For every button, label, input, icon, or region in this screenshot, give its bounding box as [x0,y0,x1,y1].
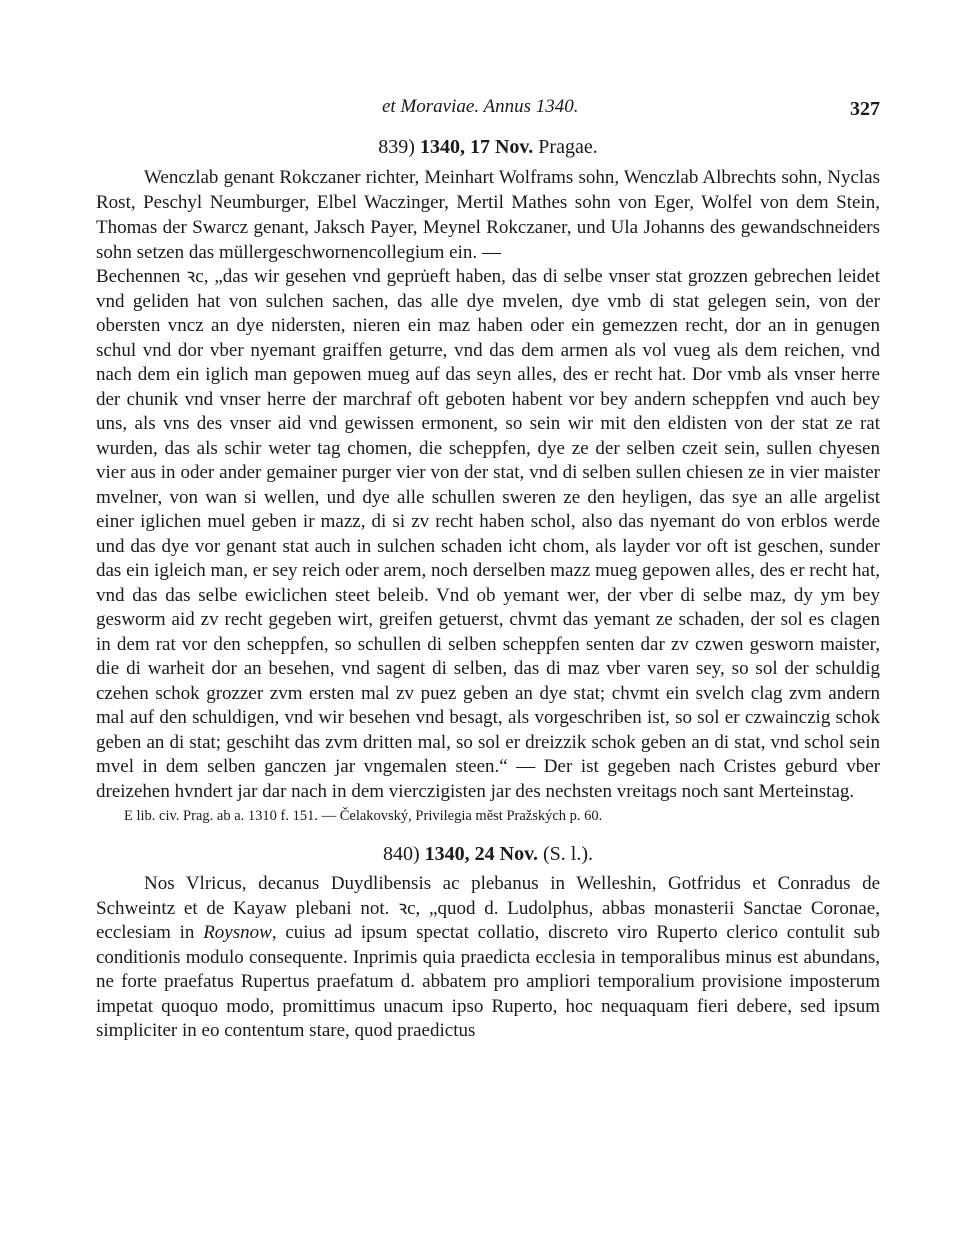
running-head [96,92,880,126]
charter-text-part: , cuius ad ipsum spectat collatio, discreto viro Ruperto clerico contulit sub conditionis modulo consequente. Inprimis quia praedicta ecclesia in temporalibus minus est abundans, ne forte praefatus Rupertus praefatum d. abbatem pro ampliori temporalium provisione imposterum impetat quoquo modo, promittimus unacum ipso Ruperto, hoc nequaquam fieri debere, sed ipsum simpliciter in eo contentum stare, quod praedictus [96,922,880,1041]
entry-heading [96,843,880,866]
charter-text: Bechennen ꝛc, „das wir gesehen vnd gepru̇eft haben, das di selbe vnser stat grozzen gebrechen leidet vnd geliden hat von sulchen sachen, das alle dye mvelen, dye vmb di stat gelegen sein, von der obersten vncz an dye nidersten, nieren ein maz haben oder ein gemezzen recht, dor an in genugen schul vnd dor vber nyemant graiffen geturre, vnd das dem armen als vol vueg als dem reichen, vnd nach dem ein iglich man gepowen mueg auf das seyn alles, des er recht hat. Dor vmb als vnser herre der chunik vnd vnser herre der marchraf oft geboten habent vor bey andern scheppfen vnd auch bey uns, als vns des vnser aid vnd gewissen ermonent, so sein wir mit den eldisten von der stat ze rat wurden, das als schir weter tag chomen, die scheppfen, dye ze der selben czeit sein, sullen chyesen vier aus in oder ander gemainer purger vier von der stat, vnd di selben sullen chiesen ze in vier maister mvelner, von wan si wellen, und dye alle schullen sweren ze den heyligen, das sye an alle argelist einer iglichen muel geben ir mazz, di si zv recht haben schol, also das nyemant do von erblos werde und das dye vor genant stat auch in sulchen schaden icht chom, als layder vor oft ist geschen, sunder das ein igleich man, er sey reich oder arem, noch derselben mazz mueg gepowen alles, des er recht hat, vnd das das selbe ewiclichen steet beleib. Vnd ob yemant wer, der vber di selbe maz, dy ym bey gesworm aid zv recht gegeben wirt, greifen getuerst, chvmt das yemant ze schaden, der sol es clagen in dem rat vor den scheppfen, so schullen di selben scheppfen senten dar zv czwen gesworn maister, die di warheit dor an besehen, vnd sagent di selben, das di maz vber varen sey, so sol der schuldig czehen schok grozzer zvm ersten mal zv puez geben an dye stat; chvmt ein svelch clag zvm andern mal auf den schuldigen, vnd wir besehen vnd besagt, als vorgeschriben ist, so sol er czwainczig schok geben an di stat; geschiht das zvm dritten mal, so sol er dreizzik schok geben an di stat, vnd schol sein mvel in dem selben ganczen jar vngemalen steen.“ — Der ist gegeben nach Cristes geburd vber dreizehen hvndert jar dar nach in dem vierczigisten jar des nechsten vreitags noch sant Merteinstag. [96,266,880,802]
page-number: 327 [850,98,880,120]
entry-place: (S. l.). [543,843,593,865]
entry-date: 1340, 17 Nov. [419,136,534,158]
entry-number: 840) [382,843,420,865]
running-title: et Moraviae. Annus 1340. [382,96,579,117]
entry-date: 1340, 24 Nov. [424,843,538,865]
charter-text-part: Nos Vlricus, decanus Duydlibensis ac plebanus in Welleshin, Gotfridus et Conradus de Schweintz et de Kayaw plebani not. ꝛc, „quod d. Ludolphus, abbas monasterii Sanctae Coronae, ecclesiam in [96,873,880,943]
entry-place: Pragae. [538,136,598,158]
charter-text [96,872,880,1044]
entry-840 [96,843,880,1044]
entry-839 [96,136,880,825]
entry-heading [96,136,880,159]
entry-number: 839) [378,136,415,158]
place-name: Roysnow [203,922,272,943]
entry-summary: Wenczlab genant Rokczaner richter, Meinhart Wolframs sohn, Wenczlab Albrechts sohn, Nyclas Rost, Peschyl Neumburger, Elbel Waczinger, Mertil Mathes sohn von Eger, Wolfel von dem Stein, Thomas der Swarcz genant, Jaksch Payer, Meynel Rokczaner, und Ula Johanns des gewandschneiders sohn setzen das müllergeschwornencollegium ein. — [96,167,880,263]
document-page [96,92,880,1232]
source-citation: E lib. civ. Prag. ab a. 1310 f. 151. — Čelakovský, Privilegia měst Pražských p. 60. [124,808,603,824]
